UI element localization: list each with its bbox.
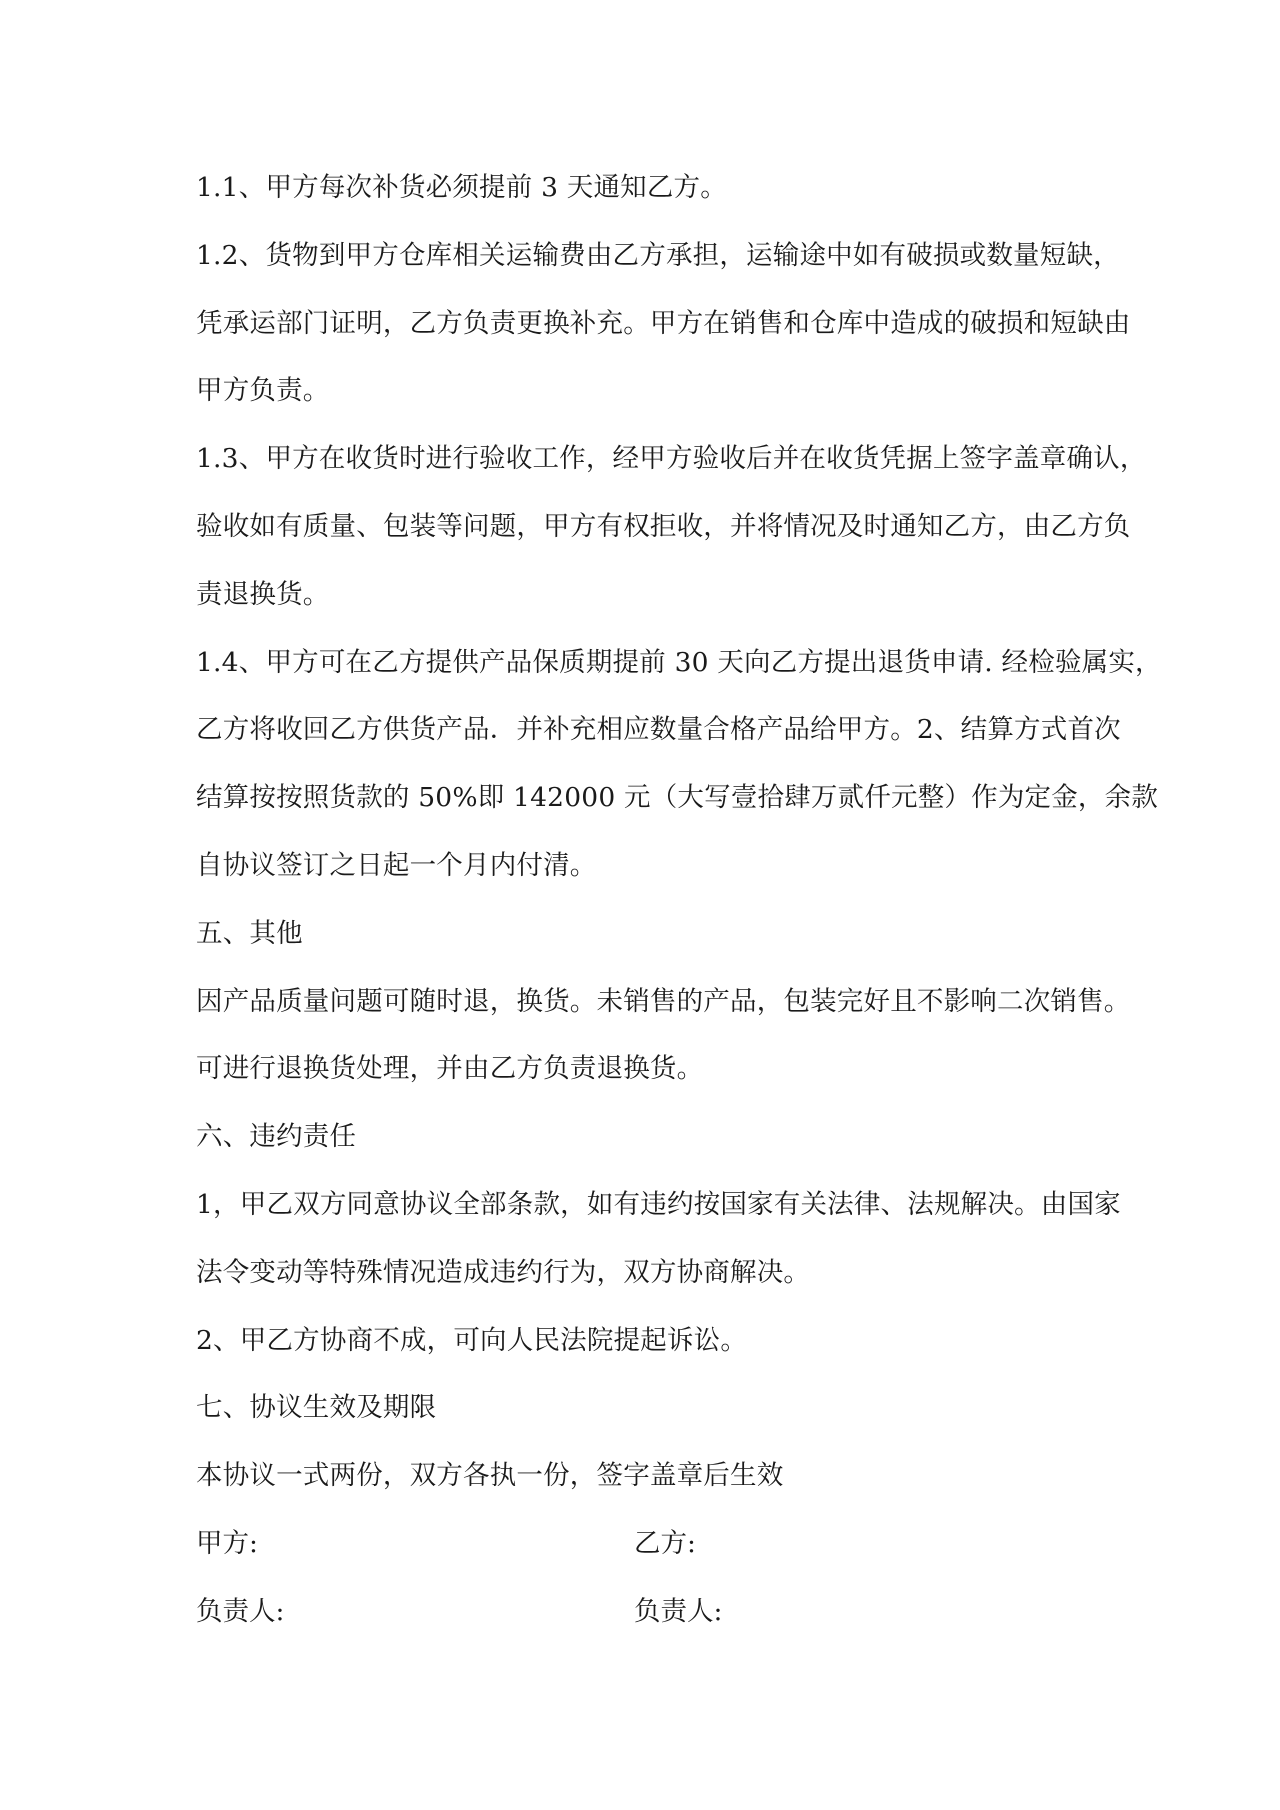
- clause-1-2-cont: 凭承运部门证明，乙方负责更换补充。甲方在销售和仓库中造成的破损和短缺由: [196, 307, 1131, 339]
- liability-clause-2: 2、甲乙方协商不成，可向人民法院提起诉讼。: [196, 1324, 748, 1356]
- clause-1-3-cont: 验收如有质量、包装等问题，甲方有权拒收，并将情况及时通知乙方，由乙方负: [196, 510, 1131, 542]
- other-clause: 因产品质量问题可随时退，换货。未销售的产品，包装完好且不影响二次销售。: [196, 985, 1131, 1017]
- section-heading-other: 五、其他: [196, 917, 303, 949]
- effect-clause: 本协议一式两份，双方各执一份，签字盖章后生效: [196, 1460, 784, 1492]
- other-clause-cont: 可进行退换货处理，并由乙方负责退换货。: [196, 1053, 704, 1085]
- settlement-terms-cont: 自协议签订之日起一个月内付清。: [196, 849, 597, 881]
- clause-1-4-cont: 乙方将收回乙方供货产品．并补充相应数量合格产品给甲方。2、结算方式首次: [196, 714, 1121, 746]
- signature-row-parties: [196, 1522, 1092, 1590]
- clause-1-2: 1.2、货物到甲方仓库相关运输费由乙方承担，运输途中如有破损或数量短缺，: [196, 239, 1120, 271]
- clause-1-2-cont: 甲方负责。: [196, 375, 330, 407]
- party-a-representative-label: 负责人:: [196, 1595, 285, 1627]
- settlement-terms: 结算按按照货款的 50%即 142000 元（大写壹拾肆万贰仟元整）作为定金，余款: [196, 782, 1159, 814]
- clause-1-1: 1.1、甲方每次补货必须提前 3 天通知乙方。: [196, 172, 727, 203]
- party-b-label: 乙方:: [634, 1527, 696, 1559]
- liability-clause-1: 1，甲乙双方同意协议全部条款，如有违约按国家有关法律、法规解决。由国家: [196, 1188, 1121, 1220]
- section-heading-liability: 六、违约责任: [196, 1121, 357, 1153]
- document-body: [196, 166, 1162, 1658]
- clause-1-3-cont: 责退换货。: [196, 578, 330, 610]
- liability-clause-1-cont: 法令变动等特殊情况造成违约行为，双方协商解决。: [196, 1256, 811, 1288]
- party-b-representative-label: 负责人:: [634, 1595, 723, 1627]
- clause-1-3: 1.3、甲方在收货时进行验收工作，经甲方验收后并在收货凭据上签字盖章确认，: [196, 443, 1147, 475]
- party-a-label: 甲方:: [196, 1527, 258, 1559]
- signature-row-representatives: [196, 1590, 1092, 1658]
- clause-1-4: 1.4、甲方可在乙方提供产品保质期提前 30 天向乙方提出退货申请. 经检验属实，: [196, 646, 1162, 678]
- section-heading-effect: 七、协议生效及期限: [196, 1392, 437, 1424]
